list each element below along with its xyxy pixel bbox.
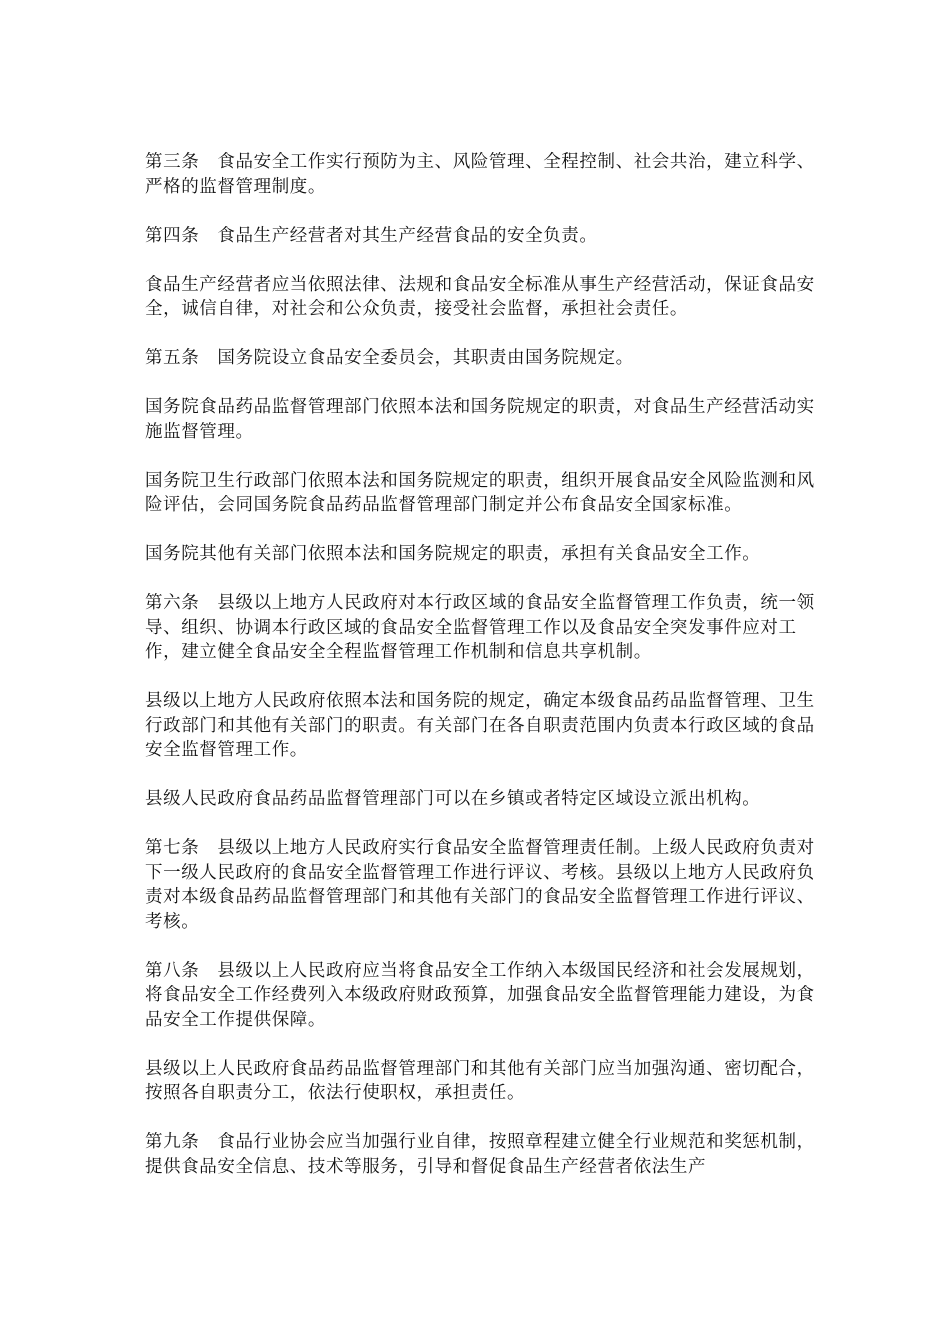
paragraph-article-8: 第八条 县级以上人民政府应当将食品安全工作纳入本级国民经济和社会发展规划，将食品安全工作经费列入本级政府财政预算，加强食品安全监督管理能力建设，为食品安全工作提供保障。 — [145, 960, 815, 1030]
paragraph-article-5-clause-4: 国务院其他有关部门依照本法和国务院规定的职责，承担有关食品安全工作。 — [145, 544, 761, 564]
paragraph-article-5-clause-3: 国务院卫生行政部门依照本法和国务院规定的职责，组织开展食品安全风险监测和风险评估，会同国务院食品药品监督管理部门制定并公布食品安全国家标准。 — [145, 470, 815, 515]
paragraph-article-6-clause-3: 县级人民政府食品药品监督管理部门可以在乡镇或者特定区域设立派出机构。 — [145, 789, 761, 809]
paragraph-article-3: 第三条 食品安全工作实行预防为主、风险管理、全程控制、社会共治，建立科学、严格的监督管理制度。 — [145, 152, 815, 197]
document-body — [145, 150, 815, 1204]
paragraph-article-6: 第六条 县级以上地方人民政府对本行政区域的食品安全监督管理工作负责，统一领导、组织、协调本行政区域的食品安全监督管理工作以及食品安全突发事件应对工作，建立健全食品安全全程监督管理工作机制和信息共享机制。 — [145, 593, 815, 662]
paragraph-article-6-clause-2: 县级以上地方人民政府依照本法和国务院的规定，确定本级食品药品监督管理、卫生行政部门和其他有关部门的职责。有关部门在各自职责范围内负责本行政区域的食品安全监督管理工作。 — [145, 691, 815, 760]
paragraph-article-4-clause-2: 食品生产经营者应当依照法律、法规和食品安全标准从事生产经营活动，保证食品安全，诚信自律，对社会和公众负责，接受社会监督，承担社会责任。 — [145, 274, 815, 319]
paragraph-article-8-clause-2: 县级以上人民政府食品药品监督管理部门和其他有关部门应当加强沟通、密切配合，按照各自职责分工，依法行使职权，承担责任。 — [145, 1058, 815, 1103]
paragraph-article-9: 第九条 食品行业协会应当加强行业自律，按照章程建立健全行业规范和奖惩机制，提供食品安全信息、技术等服务，引导和督促食品生产经营者依法生产 — [145, 1132, 815, 1177]
paragraph-article-4: 第四条 食品生产经营者对其生产经营食品的安全负责。 — [145, 225, 598, 246]
paragraph-article-7: 第七条 县级以上地方人民政府实行食品安全监督管理责任制。上级人民政府负责对下一级人民政府的食品安全监督管理工作进行评议、考核。县级以上地方人民政府负责对本级食品药品监督管理部门和其他有关部门的食品安全监督管理工作进行评议、考核。 — [145, 838, 815, 932]
paragraph-article-5: 第五条 国务院设立食品安全委员会，其职责由国务院规定。 — [145, 348, 634, 368]
paragraph-article-5-clause-2: 国务院食品药品监督管理部门依照本法和国务院规定的职责，对食品生产经营活动实施监督管理。 — [145, 397, 815, 442]
